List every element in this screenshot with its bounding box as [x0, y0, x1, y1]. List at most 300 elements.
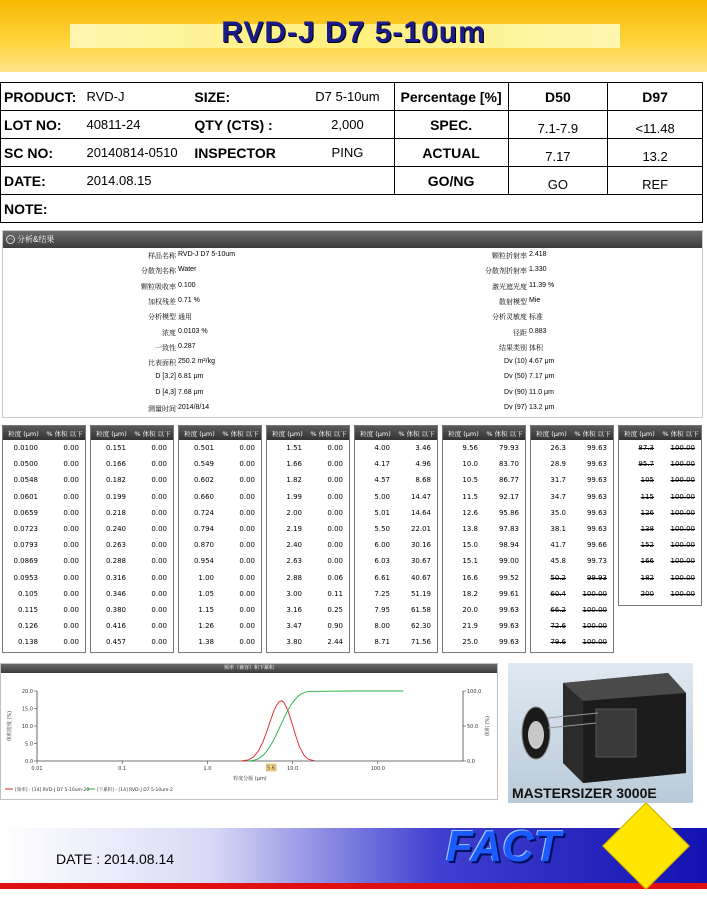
size-table-header [619, 426, 701, 440]
volume-cell: 0.00 [63, 525, 79, 534]
size-cell: 0.602 [193, 476, 214, 485]
analysis-key: 测量时间 [148, 406, 176, 413]
table-row [355, 440, 437, 456]
table-row [91, 521, 173, 537]
column-header: 粒度 (μm) [624, 429, 655, 438]
volume-cell: 0.00 [151, 460, 167, 469]
volume-cell: 62.30 [410, 622, 431, 631]
volume-cell: 22.01 [410, 525, 431, 534]
table-row [531, 570, 613, 586]
size-cell: 79.6 [550, 638, 566, 647]
size-table-header [443, 426, 525, 440]
size-cell: 26.3 [550, 444, 566, 453]
y-tick-label: 15.0 [21, 706, 33, 713]
analysis-value: 4.67 μm [529, 358, 555, 366]
size-cell: 41.7 [550, 541, 566, 550]
info-row-note [1, 195, 703, 223]
volume-cell: 100.00 [670, 557, 695, 566]
table-row [619, 570, 701, 586]
column-header: 粒度 (μm) [448, 429, 479, 438]
size-cell: 25.0 [462, 638, 478, 647]
table-row [3, 456, 85, 472]
size-cell: 38.1 [550, 525, 566, 534]
table-row [355, 570, 437, 586]
table-row [91, 440, 173, 456]
volume-cell: 0.00 [151, 622, 167, 631]
table-row [179, 472, 261, 488]
size-cell: 0.182 [105, 476, 126, 485]
size-cell: 0.105 [17, 589, 38, 598]
size-cell: 8.00 [374, 622, 390, 631]
instrument-illustration [508, 663, 693, 803]
volume-cell: 30.67 [410, 557, 431, 566]
size-table [442, 425, 526, 653]
volume-cell: 51.19 [410, 589, 431, 598]
analysis-key: 一致性 [155, 344, 176, 352]
size-table-header [91, 426, 173, 440]
volume-cell: 99.93 [586, 573, 607, 582]
volume-cell: 0.00 [327, 508, 343, 517]
sc-label: SC NO: [1, 139, 84, 167]
volume-cell: 0.00 [151, 541, 167, 550]
size-cell: 28.9 [550, 460, 566, 469]
size-cell: 9.56 [462, 444, 478, 453]
y-tick-label: 10.0 [21, 724, 33, 730]
table-row [267, 570, 349, 586]
volume-cell: 100.00 [670, 525, 695, 534]
analysis-header-label: 分析&结果 [17, 235, 55, 244]
volume-cell: 0.00 [63, 622, 79, 631]
size-cell: 3.47 [286, 622, 302, 631]
table-row [3, 634, 85, 650]
size-cell: 1.82 [286, 476, 302, 485]
volume-cell: 0.00 [327, 476, 343, 485]
size-cell: 66.2 [550, 605, 566, 614]
info-row-product [1, 83, 703, 111]
volume-cell: 100.00 [582, 589, 607, 598]
d50-label: D50 [508, 83, 608, 111]
y2-tick-label: 100.0 [467, 689, 482, 695]
size-cell: 0.954 [193, 557, 214, 566]
table-row [267, 489, 349, 505]
volume-cell: 79.93 [498, 444, 519, 453]
size-cell: 0.151 [105, 444, 126, 453]
volume-cell: 100.00 [670, 573, 695, 582]
analysis-value: 0.100 [178, 281, 196, 289]
inspector-value: PING [301, 139, 394, 167]
size-table-header [531, 426, 613, 440]
x-tick-label: 0.01 [31, 766, 43, 772]
table-row [619, 537, 701, 553]
table-row [443, 586, 525, 602]
size-table [354, 425, 438, 653]
size-cell: 31.7 [550, 476, 566, 485]
analysis-value: 2.418 [529, 251, 547, 258]
table-row [531, 472, 613, 488]
size-cell: 1.51 [286, 444, 302, 453]
size-cell: 0.416 [105, 622, 126, 631]
size-table-header [3, 426, 85, 440]
volume-cell: 100.00 [670, 541, 695, 550]
size-cell: 7.25 [374, 589, 390, 598]
size-table-header [355, 426, 437, 440]
column-header: 粒度 (μm) [272, 429, 303, 438]
volume-cell: 99.63 [498, 605, 519, 614]
table-row [531, 618, 613, 634]
table-row [531, 521, 613, 537]
table-row [3, 618, 85, 634]
volume-cell: 61.58 [410, 605, 431, 614]
volume-cell: 0.00 [63, 492, 79, 501]
size-cell: 35.0 [550, 508, 566, 517]
date-label: DATE: [1, 167, 84, 195]
table-row [619, 553, 701, 569]
volume-cell: 0.00 [151, 589, 167, 598]
table-row [179, 602, 261, 618]
volume-cell: 0.00 [151, 444, 167, 453]
volume-cell: 92.17 [498, 492, 519, 501]
column-header: % 体积 以下 [134, 429, 171, 438]
legend-label: [下累积] - [14] RVD-J D7 5-10um-2 [97, 788, 173, 793]
volume-cell: 2.44 [327, 638, 343, 647]
volume-cell: 0.00 [151, 638, 167, 647]
volume-cell: 0.00 [239, 605, 255, 614]
volume-cell: 0.00 [239, 622, 255, 631]
size-cell: 1.05 [198, 589, 214, 598]
volume-cell: 99.63 [586, 525, 607, 534]
table-row [443, 489, 525, 505]
volume-cell: 0.00 [239, 508, 255, 517]
volume-cell: 86.77 [498, 476, 519, 485]
analysis-key: 加权残差 [148, 298, 176, 306]
table-row [355, 489, 437, 505]
volume-cell: 0.00 [327, 460, 343, 469]
volume-cell: 100.00 [670, 492, 695, 501]
size-cell: 3.80 [286, 638, 302, 647]
table-row [91, 472, 173, 488]
size-table [90, 425, 174, 653]
volume-cell: 0.00 [239, 444, 255, 453]
size-cell: 115 [640, 492, 654, 501]
analysis-key: 激光遮光度 [492, 283, 527, 291]
table-row [267, 456, 349, 472]
size-label: SIZE: [191, 83, 301, 111]
table-row [91, 586, 173, 602]
size-cell: 126 [640, 508, 654, 517]
table-row [3, 440, 85, 456]
size-cell: 0.794 [193, 525, 214, 534]
table-row [91, 602, 173, 618]
volume-cell: 98.94 [498, 541, 519, 550]
volume-cell: 99.00 [498, 557, 519, 566]
size-cell: 0.0793 [13, 541, 38, 550]
analysis-value: 标准 [529, 314, 543, 322]
table-row [355, 634, 437, 650]
footer-date: DATE : 2014.08.14 [56, 851, 175, 867]
analysis-key: 分析灵敏度 [492, 314, 527, 322]
table-row [355, 537, 437, 553]
chart-plot [1, 673, 497, 799]
table-row [3, 489, 85, 505]
table-row [91, 618, 173, 634]
volume-cell: 0.00 [151, 605, 167, 614]
size-cell: 3.00 [286, 589, 302, 598]
y-tick-label: 20.0 [21, 689, 33, 695]
analysis-value: 6.81 μm [178, 373, 204, 381]
analysis-key: 样品名称 [148, 253, 176, 260]
brand-logo: FACT [446, 822, 561, 871]
table-row [619, 440, 701, 456]
size-cell: 2.63 [286, 557, 302, 566]
analysis-value: 11.0 μm [529, 388, 554, 396]
volume-cell: 100.00 [670, 476, 695, 485]
size-cell: 15.1 [462, 557, 478, 566]
size-cell: 4.00 [374, 444, 390, 453]
analysis-key: Dv (90) [504, 388, 527, 396]
volume-cell: 0.00 [239, 476, 255, 485]
volume-cell: 0.00 [327, 541, 343, 550]
volume-cell: 30.16 [410, 541, 431, 550]
size-cell: 95.7 [638, 460, 654, 469]
volume-cell: 0.00 [63, 541, 79, 550]
volume-cell: 99.73 [586, 557, 607, 566]
table-row [91, 489, 173, 505]
page-title: RVD-J D7 5-10um [221, 16, 486, 49]
size-cell: 0.0500 [13, 460, 38, 469]
volume-cell: 0.00 [63, 476, 79, 485]
size-cell: 0.0659 [13, 508, 38, 517]
size-cell: 1.66 [286, 460, 302, 469]
table-row [443, 634, 525, 650]
size-cell: 10.5 [462, 476, 478, 485]
table-row [3, 505, 85, 521]
volume-cell: 4.96 [415, 460, 431, 469]
size-cell: 11.5 [462, 492, 478, 501]
table-row [531, 602, 613, 618]
volume-cell: 0.25 [327, 605, 343, 614]
analysis-value: 7.17 μm [529, 373, 555, 381]
size-cell: 166 [640, 557, 654, 566]
size-cell: 1.38 [198, 638, 214, 647]
volume-cell: 0.00 [151, 492, 167, 501]
table-row [619, 586, 701, 602]
size-cell: 2.00 [286, 508, 302, 517]
table-row [355, 553, 437, 569]
volume-cell: 100.00 [582, 622, 607, 631]
volume-cell: 0.00 [327, 492, 343, 501]
table-row [267, 521, 349, 537]
product-label: PRODUCT: [1, 83, 84, 111]
table-row [355, 456, 437, 472]
distribution-chart [0, 663, 498, 800]
size-cell: 87.3 [638, 444, 654, 453]
collapse-icon[interactable]: ︿ [7, 236, 14, 242]
volume-cell: 71.56 [410, 638, 431, 647]
volume-cell: 0.00 [63, 638, 79, 647]
lot-value: 40811-24 [83, 111, 191, 139]
table-row [267, 472, 349, 488]
volume-cell: 99.66 [586, 541, 607, 550]
volume-cell: 0.11 [327, 589, 343, 598]
table-row [531, 489, 613, 505]
volume-cell: 83.70 [498, 460, 519, 469]
info-row-date [1, 167, 703, 195]
volume-cell: 0.00 [239, 573, 255, 582]
size-cell: 0.457 [105, 638, 126, 647]
volume-cell: 100.00 [582, 605, 607, 614]
volume-cell: 0.00 [151, 557, 167, 566]
actual-label: ACTUAL [394, 139, 508, 167]
table-row [267, 634, 349, 650]
table-row [267, 505, 349, 521]
size-table [266, 425, 350, 653]
volume-cell: 0.00 [239, 638, 255, 647]
table-row [443, 602, 525, 618]
column-header: % 体积 以下 [222, 429, 259, 438]
volume-cell: 0.00 [239, 525, 255, 534]
table-row [91, 537, 173, 553]
x-tick-label: 10.0 [287, 766, 299, 772]
size-cell: 5.00 [374, 492, 390, 501]
volume-cell: 8.68 [415, 476, 431, 485]
size-cell: 0.870 [193, 541, 214, 550]
size-cell: 13.8 [462, 525, 478, 534]
lot-label: LOT NO: [1, 111, 84, 139]
table-row [531, 537, 613, 553]
size-cell: 0.263 [105, 541, 126, 550]
column-header: % 体积 以下 [662, 429, 699, 438]
analysis-key: D [3,2] [155, 373, 176, 381]
table-row [3, 602, 85, 618]
size-cell: 0.218 [105, 508, 126, 517]
size-cell: 50.2 [550, 573, 566, 582]
note-label: NOTE: [1, 195, 84, 223]
size-table [618, 425, 702, 606]
footer-red-stripe [0, 883, 707, 889]
column-header: % 体积 以下 [310, 429, 347, 438]
y-tick-label: 5.0 [25, 741, 33, 748]
spec-d50: 7.1-7.9 [508, 111, 608, 139]
analysis-key: 比表面积 [148, 360, 176, 368]
volume-cell: 0.00 [151, 508, 167, 517]
table-row [3, 472, 85, 488]
size-cell: 0.0723 [13, 525, 38, 534]
table-row [91, 456, 173, 472]
analysis-value: 0.287 [178, 342, 196, 350]
table-row [91, 505, 173, 521]
product-value: RVD-J [83, 83, 191, 111]
analysis-value: 11.39 % [529, 281, 555, 289]
analysis-value: 体积 [529, 344, 543, 352]
size-cell: 0.288 [105, 557, 126, 566]
analysis-key: 浓度 [162, 329, 176, 337]
analysis-key: 分散剂折射率 [485, 268, 527, 276]
column-header: 粒度 (μm) [184, 429, 215, 438]
volume-cell: 99.63 [586, 476, 607, 485]
size-cell: 0.126 [17, 622, 38, 631]
table-row [267, 586, 349, 602]
volume-cell: 40.67 [410, 573, 431, 582]
size-cell: 0.501 [193, 444, 214, 453]
size-cell: 5.01 [374, 508, 390, 517]
table-row [179, 456, 261, 472]
size-cell: 0.316 [105, 573, 126, 582]
table-row [443, 570, 525, 586]
column-header: % 体积 以下 [486, 429, 523, 438]
volume-cell: 0.00 [63, 605, 79, 614]
analysis-key: 径距 [513, 329, 527, 337]
table-row [267, 618, 349, 634]
volume-cell: 99.63 [586, 508, 607, 517]
size-cell: 200 [640, 589, 654, 598]
table-row [443, 456, 525, 472]
table-row [179, 521, 261, 537]
volume-cell: 0.00 [151, 573, 167, 582]
size-cell: 0.660 [193, 492, 214, 501]
column-header: 粒度 (μm) [96, 429, 127, 438]
table-row [355, 505, 437, 521]
table-row [355, 618, 437, 634]
x-tick-label: 100.0 [370, 766, 385, 772]
instrument-caption: MASTERSIZER 3000E [512, 785, 657, 801]
table-row [443, 505, 525, 521]
volume-cell: 0.00 [327, 444, 343, 453]
table-row [91, 634, 173, 650]
chart-title: 频率（兼容）和下累积 [1, 664, 497, 673]
size-cell: 0.115 [17, 605, 38, 614]
column-header: % 体积 以下 [46, 429, 83, 438]
actual-d50: 7.17 [508, 139, 608, 167]
table-row [267, 537, 349, 553]
size-cell: 1.00 [198, 573, 214, 582]
table-row [91, 570, 173, 586]
table-row [443, 537, 525, 553]
size-cell: 0.199 [105, 492, 126, 501]
column-header: % 体积 以下 [398, 429, 435, 438]
table-row [531, 505, 613, 521]
size-cell: 0.346 [105, 589, 126, 598]
analysis-key: D [4,3] [155, 388, 176, 396]
column-header: 粒度 (μm) [360, 429, 391, 438]
size-cell: 0.138 [17, 638, 38, 647]
analysis-key: 颗粒吸收率 [141, 283, 176, 291]
table-row [179, 537, 261, 553]
size-cell: 18.2 [462, 589, 478, 598]
volume-cell: 0.00 [239, 460, 255, 469]
size-table [530, 425, 614, 653]
table-row [179, 570, 261, 586]
volume-cell: 0.00 [327, 557, 343, 566]
volume-cell: 100.00 [670, 508, 695, 517]
size-cell: 1.26 [198, 622, 214, 631]
size-cell: 72.6 [550, 622, 566, 631]
y2-axis-label: 体积 (%) [485, 715, 491, 737]
analysis-value: 250.2 m²/kg [178, 358, 215, 366]
volume-cell: 99.63 [498, 638, 519, 647]
size-cell: 7.95 [374, 605, 390, 614]
x-tick-label: 1.0 [203, 766, 212, 772]
analysis-value: 0.71 % [178, 296, 200, 304]
analysis-key: Dv (10) [504, 358, 527, 366]
size-cell: 0.0601 [13, 492, 38, 501]
table-row [3, 537, 85, 553]
table-row [179, 505, 261, 521]
column-header: % 体积 以下 [574, 429, 611, 438]
x-tick-label: 0.1 [118, 766, 127, 772]
table-row [91, 553, 173, 569]
size-value: D7 5-10um [301, 83, 394, 111]
size-cell: 4.17 [374, 460, 390, 469]
